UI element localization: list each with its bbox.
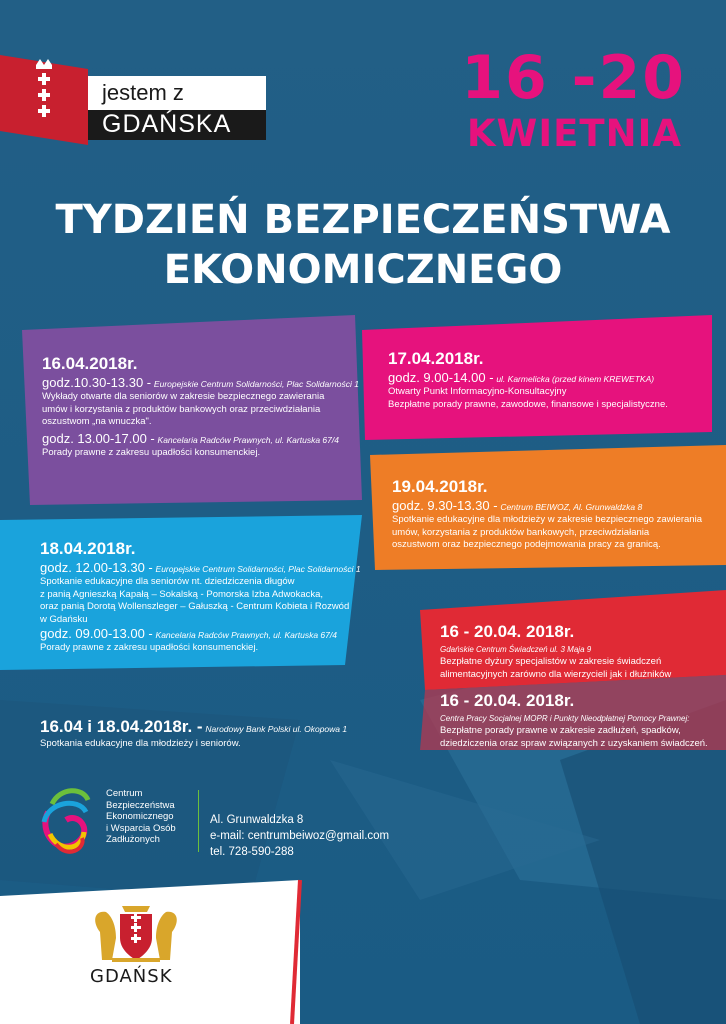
event-location: Kancelaria Radców Prawnych, ul. Kartuska 67/4 bbox=[155, 630, 337, 640]
event-16-04 bbox=[42, 353, 362, 459]
event-date: 17.04.2018r. bbox=[388, 349, 484, 368]
event-date: 18.04.2018r. bbox=[40, 539, 136, 558]
event-desc: oszustwom oraz bezpiecznego podejmowania pracy za granicą. bbox=[392, 539, 661, 550]
divider bbox=[198, 790, 199, 852]
event-location: Centra Pracy Socjalnej MOPR i Punkty Nieodpłatnej Pomocy Prawnej: bbox=[440, 714, 690, 723]
contact-email: e-mail: centrumbeiwoz@gmail.com bbox=[210, 830, 390, 842]
title-line1: TYDZIEŃ BEZPIECZEŃSTWA bbox=[55, 197, 671, 243]
event-hours: godz. 9.30-13.30 - bbox=[392, 498, 498, 513]
event-desc: Spotkania edukacyjne dla młodzieży i seniorów. bbox=[40, 738, 241, 749]
org-name-line: Zadłużonych bbox=[106, 834, 160, 845]
event-desc: w Gdańsku bbox=[40, 613, 88, 625]
event-location: Centrum BEIWOZ, Al. Grunwaldzka 8 bbox=[500, 502, 643, 512]
event-desc: Wykłady otwarte dla seniorów w zakresie bezpiecznego zawierania bbox=[42, 391, 325, 402]
event-hours: godz. 9.00-14.00 - bbox=[388, 370, 494, 385]
event-location: Kancelaria Radców Prawnych, ul. Kartuska 67/4 bbox=[157, 434, 339, 445]
contact bbox=[210, 812, 389, 860]
org-name-line: Ekonomicznego bbox=[106, 811, 174, 822]
event-hours: godz.10.30-13.30 - bbox=[42, 375, 152, 390]
org-name-line: Centrum bbox=[106, 788, 143, 799]
event-desc: alimentacyjnych zarówno dla wierzycieli jak i dłużników bbox=[440, 668, 672, 680]
event-date: 16 - 20.04. 2018r. bbox=[440, 622, 575, 641]
cbe-ribbon-logo-icon bbox=[38, 782, 94, 862]
event-18-04 bbox=[40, 538, 365, 655]
event-desc: umów, korzystania z produktów bankowych, przeciwdziałania bbox=[392, 526, 650, 538]
org-name bbox=[106, 788, 176, 846]
org-name-line: i Wsparcia Osób bbox=[106, 822, 176, 834]
org-name-line: Bezpieczeństwa bbox=[106, 799, 175, 811]
event-hours: godz. 13.00-17.00 - bbox=[42, 430, 155, 446]
logo-box bbox=[88, 76, 266, 140]
event-location: Europejskie Centrum Solidarności, Plac Solidarności 1 bbox=[155, 564, 361, 574]
event-desc: Spotkanie edukacyjne dla seniorów nt. dziedziczenia długów bbox=[40, 576, 295, 587]
event-19-04 bbox=[392, 476, 722, 552]
event-date: 16 - 20.04. 2018r. bbox=[440, 691, 575, 710]
city-name: GDAŃSK bbox=[90, 966, 173, 987]
event-desc: z panią Agnieszką Kapałą – Sokalską - Pomorska Izba Adwokacka, bbox=[40, 588, 324, 600]
contact-address: Al. Grunwaldzka 8 bbox=[210, 814, 304, 826]
event-16-18-nbp bbox=[40, 716, 420, 751]
event-hours: godz. 09.00-13.00 - bbox=[40, 626, 153, 641]
event-desc: Porady prawne z zakresu upadłości konsumenckiej. bbox=[42, 446, 261, 458]
event-date: 16.04.2018r. bbox=[42, 354, 138, 373]
event-desc: Spotkanie edukacyjne dla młodzieży w zakresie bezpiecznego zawierania bbox=[392, 514, 702, 525]
event-date: 19.04.2018r. bbox=[392, 477, 488, 496]
event-location: Europejskie Centrum Solidarności, Plac Solidarności 1 bbox=[153, 379, 359, 389]
event-hours: godz. 12.00-13.30 - bbox=[40, 560, 153, 575]
event-desc: Bezpłatne dyżury specjalistów w zakresie świadczeń bbox=[440, 656, 662, 667]
gdansk-crosses-icon bbox=[0, 55, 88, 145]
title-line2: EKONOMICZNEGO bbox=[163, 247, 563, 293]
event-location: ul. Karmelicka (przed kinem KREWETKA) bbox=[496, 374, 655, 384]
date-month: KWIETNIA bbox=[466, 112, 682, 155]
event-desc: Porady prawne z zakresu upadłości konsumenckiej. bbox=[40, 642, 259, 653]
event-desc: Otwarty Punkt Informacyjno-Konsultacyjny bbox=[388, 386, 567, 397]
event-desc: dziedziczenia oraz spraw związanych z uzyskaniem świadczeń. bbox=[440, 737, 708, 749]
event-17-04 bbox=[388, 348, 708, 411]
event-16-20-gcs bbox=[440, 621, 720, 681]
event-date: 16.04 i 18.04.2018r. - bbox=[40, 717, 203, 736]
gdansk-coat-of-arms-icon bbox=[86, 902, 186, 964]
event-desc: Bezpłatne porady prawne w zakresie zadłużeń, spadków, bbox=[440, 725, 681, 736]
event-location: Gdańskie Centrum Świadczeń ul. 3 Maja 9 bbox=[440, 645, 592, 654]
event-desc: umów i korzystania z produktów bankowych oraz przeciwdziałania bbox=[42, 403, 321, 415]
event-desc: oszustwom „na wnuczka". bbox=[42, 416, 152, 427]
contact-phone: tel. 728-590-288 bbox=[210, 846, 294, 858]
event-desc: oraz panią Dorotą Wollenszleger – Gałuszką - Centrum Kobieta i Rozwód bbox=[40, 601, 350, 612]
date-range: 16 -20 bbox=[461, 43, 686, 113]
event-16-20-mopr bbox=[440, 690, 720, 750]
logo-line1: jestem z bbox=[102, 80, 184, 105]
event-location: Narodowy Bank Polski ul. Okopowa 1 bbox=[205, 724, 348, 734]
event-desc: Bezpłatne porady prawne, zawodowe, finansowe i specjalistyczne. bbox=[388, 398, 668, 410]
logo-line2: GDAŃSKA bbox=[102, 110, 232, 138]
